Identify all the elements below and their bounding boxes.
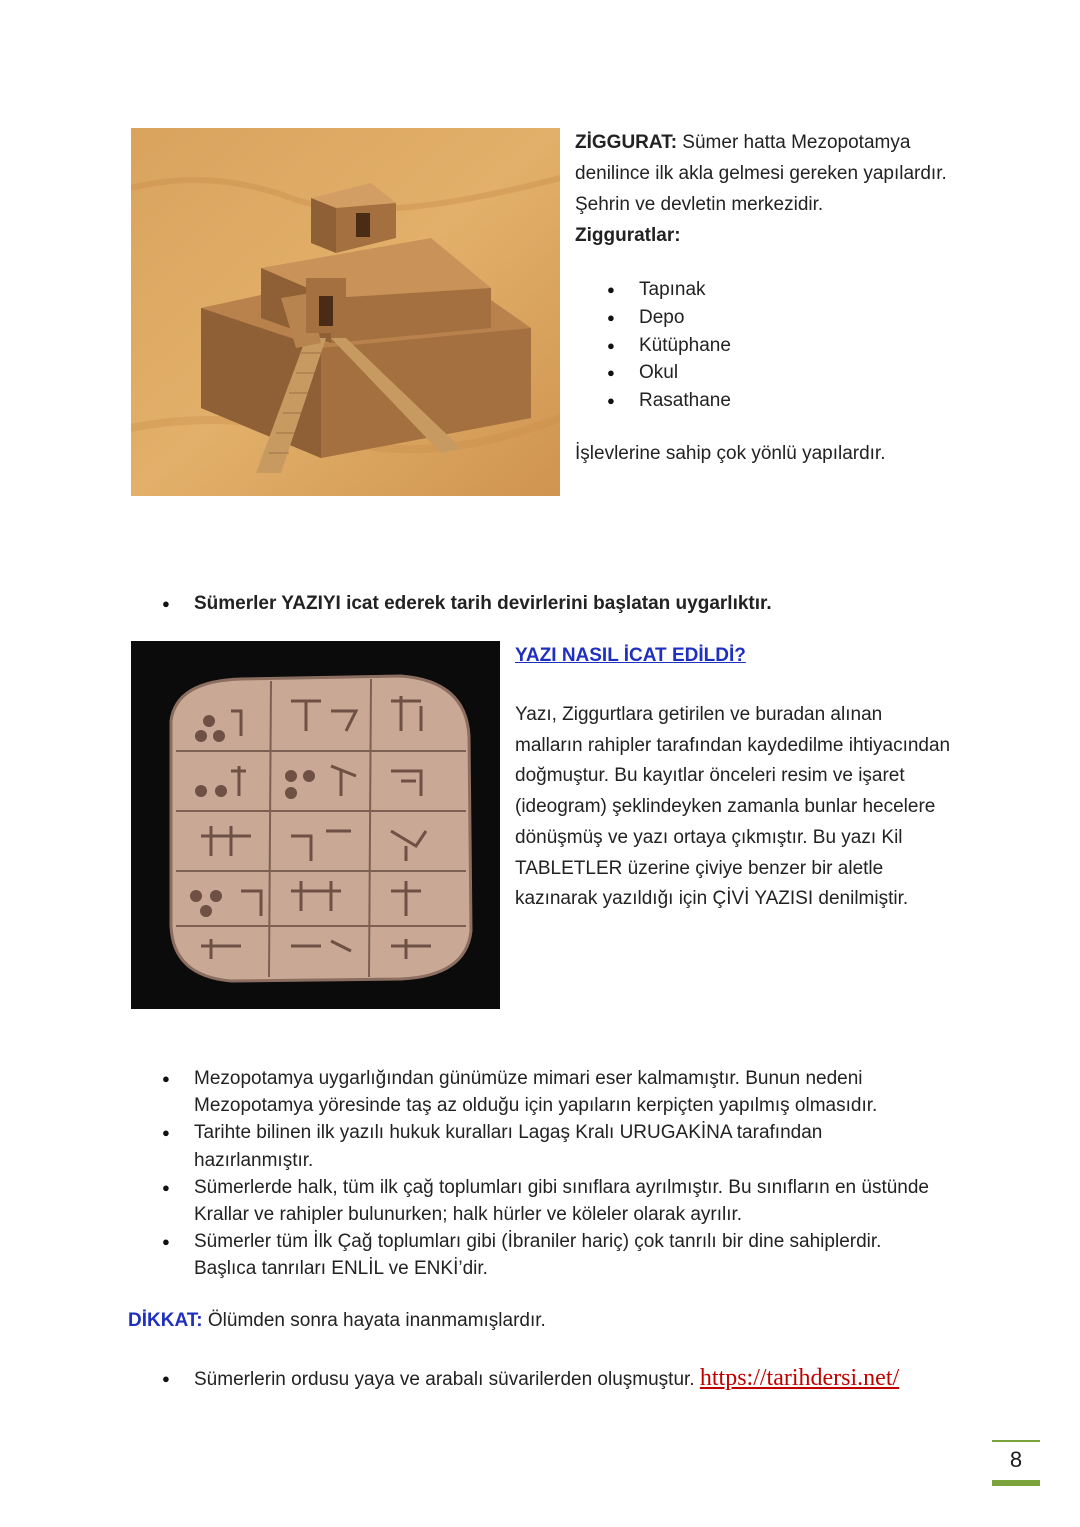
ziggurat-title: ZİGGURAT: [575, 132, 678, 153]
list-item: ● Sümerler tüm İlk Çağ toplumları gibi (İbraniler hariç) çok tanrılı bir dine sahiplerdir. Başlıca tanrıları ENLİL ve ENKİ’dir. [162, 1228, 942, 1282]
dikkat-label: DİKKAT: [128, 1310, 203, 1331]
page-number-box [992, 1440, 1040, 1486]
ziggurat-description [575, 127, 955, 251]
dikkat-note [128, 1305, 978, 1336]
ziggurat-function-list [607, 276, 907, 415]
list-item: ● Tapınak [607, 276, 907, 304]
list-item: ● Tarihte bilinen ilk yazılı hukuk kuralları Lagaş Kralı URUGAKİNA tarafından hazırlanmıştır. [162, 1119, 942, 1173]
ziggurat-list-heading: Zigguratlar: [575, 225, 681, 246]
list-item: ● Rasathane [607, 387, 907, 415]
list-item: ● Depo [607, 304, 907, 332]
list-item: ● Sümerler YAZIYI icat ederek tarih devirlerini başlatan uygarlıktır. [162, 588, 962, 619]
page-number: 8 [1009, 1447, 1023, 1472]
writing-bullet [162, 588, 962, 619]
facts-list [162, 1065, 942, 1283]
page-number-bottom-rule [992, 1480, 1040, 1486]
list-item: ● Sümerlerde halk, tüm ilk çağ toplumları gibi sınıflara ayrılmıştır. Bu sınıfların en üstünde Krallar ve rahipler bulunurken; halk hürler ve köleler olarak ayrılır. [162, 1174, 942, 1228]
writing-heading[interactable]: YAZI NASIL İCAT EDİLDİ? [515, 645, 746, 666]
army-text: Sümerlerin ordusu yaya ve arabalı süvarilerden oluşmuştur. [194, 1369, 700, 1390]
dikkat-text: Ölümden sonra hayata inanmamışlardır. [202, 1310, 546, 1331]
ziggurat-closing: İşlevlerine sahip çok yönlü yapılardır. [575, 443, 886, 464]
list-item: ● Mezopotamya uygarlığından günümüze mimari eser kalmamıştır. Bunun nedeni Mezopotamya yöresinde taş az olduğu için yapıların kerpiçten yapılmış olmasıdır. [162, 1065, 942, 1119]
army-bullet [162, 1363, 982, 1395]
list-item: ● Okul [607, 359, 907, 387]
list-item [162, 1363, 982, 1395]
cuneiform-tablet-image [131, 641, 500, 1009]
page-number-top-rule [992, 1440, 1040, 1442]
list-item: ● Kütüphane [607, 332, 907, 360]
writing-paragraph: Yazı, Ziggurtlara getirilen ve buradan alınan malların rahipler tarafından kaydedilme ihtiyacından doğmuştur. Bu kayıtlar önceleri resim ve işaret (ideogram) şeklindeyken zamanla bunlar hecelere dönüşmüş ve yazı ortaya çıkmıştır. Bu yazı Kil TABLETLER üzerine çiviye benzer bir aletle kazınarak yazıldığı için ÇİVİ YAZISI denilmiştir. [515, 704, 951, 910]
source-link[interactable]: https://tarihdersi.net/ [699, 1365, 900, 1391]
ziggurat-intro: Sümer hatta Mezopotamya denilince ilk akla gelmesi gereken yapılardır. Şehrin ve devletin merkezidir. [575, 132, 947, 215]
ziggurat-image [131, 128, 560, 496]
